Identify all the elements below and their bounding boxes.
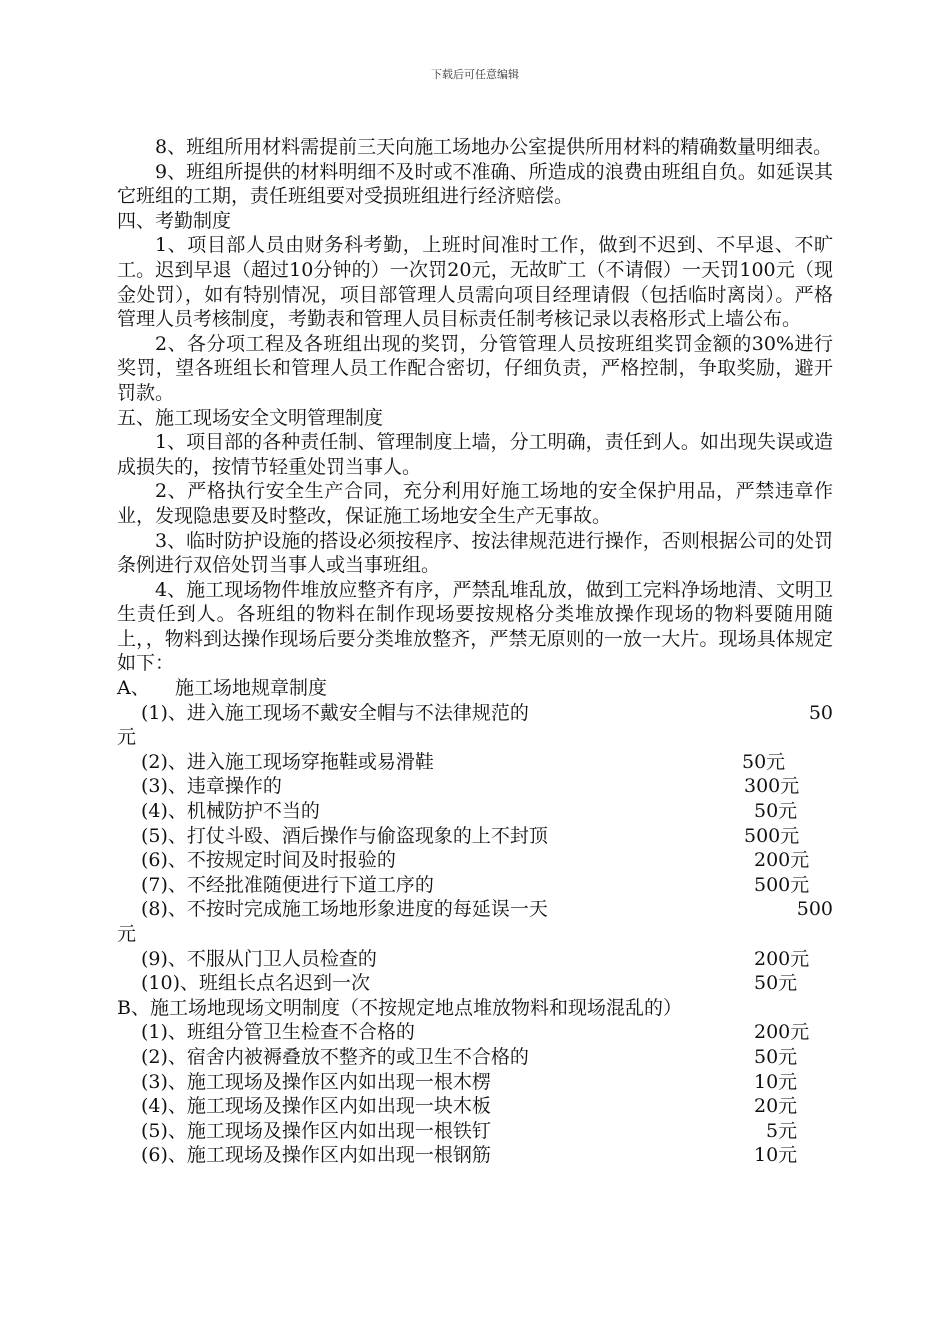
section-a-title [117,676,833,701]
fine-label: (5)、打仗斗殴、酒后操作与偷盗现象的上不封顶 [141,824,548,847]
fine-amount: 10元 [754,1070,798,1093]
fine-amount: 200元 [754,1021,810,1044]
fine-amount: 10元 [754,1144,798,1167]
fine-amount: 50元 [754,1045,798,1068]
fine-label: (3)、违章操作的 [141,775,282,798]
fine-item [117,897,833,946]
section-b-title: B、施工场地现场文明制度（不按规定地点堆放物料和现场混乱的） [117,996,682,1019]
section-5-paragraph-4: 4、施工现场物件堆放应整齐有序，严禁乱堆乱放，做到工完料净场地清、文明卫生责任到人。各班组的物料在制作现场要按规格分类堆放操作现场的物料要随用随上，，物料到达操作现场后要分类堆放整齐，严禁无原则的一放一大片。现场具体规定如下： [117,578,833,675]
fine-amount: 5元 [766,1119,798,1142]
fine-unit: 元 [117,923,137,945]
fine-amount: 200元 [754,849,810,872]
fine-unit: 元 [117,726,137,749]
fine-amount: 500 [796,898,833,921]
fine-label: (2)、宿舍内被褥叠放不整齐的或卫生不合格的 [141,1045,529,1068]
paragraph-8: 8、班组所用材料需提前三天向施工场地办公室提供所用材料的精确数量明细表。 [155,136,833,158]
fine-label: (8)、不按时完成施工场地形象进度的每延误一天 [141,898,548,921]
fine-label: (1)、进入施工现场不戴安全帽与不法律规范的 [141,701,529,724]
fine-label: (4)、施工现场及操作区内如出现一块木板 [141,1095,491,1118]
fine-label: (2)、进入施工现场穿拖鞋或易滑鞋 [141,750,434,773]
fine-amount: 500元 [744,824,800,847]
paragraph-9: 9、班组所提供的材料明细不及时或不准确、所造成的浪费由班组自负。如延误其它班组的工期，责任班组要对受损班组进行经济赔偿。 [117,160,833,208]
fine-item [117,1094,833,1119]
section-5-paragraph-2: 2、严格执行安全生产合同，充分利用好施工场地的安全保护用品，严禁违章作业，发现隐患要及时整改，保证施工场地安全生产无事故。 [117,480,833,527]
fine-item [117,799,833,824]
section-5-paragraph-1: 1、项目部的各种责任制、管理制度上墙，分工明确，责任到人。如出现失误或造成损失的，按情节轻重处罚当事人。 [117,431,833,478]
fine-amount: 50元 [754,972,798,995]
fine-item [117,824,833,849]
fine-amount: 50 [808,701,833,724]
fine-label: (6)、施工现场及操作区内如出现一根钢筋 [141,1144,491,1167]
fine-item [117,1119,833,1144]
fine-amount: 200元 [754,947,810,970]
section-a-letter: A、 [117,677,150,700]
document-body [117,135,833,1168]
fine-amount: 20元 [754,1095,798,1118]
section-a-title-text: 施工场地规章制度 [175,677,328,700]
fine-label: (1)、班组分管卫生检查不合格的 [141,1021,415,1044]
fine-item [117,750,833,775]
fine-label: (9)、不服从门卫人员检查的 [141,947,377,970]
fine-label: (7)、不经批准随便进行下道工序的 [141,873,434,896]
fine-amount: 500元 [754,873,810,896]
fine-label: (3)、施工现场及操作区内如出现一根木楞 [141,1070,491,1093]
fine-item [117,1143,833,1168]
fine-label: (5)、施工现场及操作区内如出现一根铁钉 [141,1119,491,1142]
fine-item [117,1070,833,1095]
section-4-title: 四、考勤制度 [117,209,232,232]
fine-item [117,701,833,750]
fine-item [117,1020,833,1045]
fine-label: (4)、机械防护不当的 [141,800,320,823]
fine-amount: 300元 [744,775,800,798]
fine-label: (6)、不按规定时间及时报验的 [141,849,396,872]
fine-item [117,947,833,972]
section-5-paragraph-3: 3、临时防护设施的搭设必须按程序、按法律规范进行操作，否则根据公司的处罚条例进行双倍处罚当事人或当事班组。 [117,529,833,577]
section-5-title: 五、施工现场安全文明管理制度 [117,406,384,429]
fine-amount: 50元 [754,800,798,823]
fine-item [117,1045,833,1070]
fine-item [117,848,833,873]
fine-amount: 50元 [742,750,786,773]
fine-item [117,774,833,799]
fine-item [117,971,833,996]
page-header-note: 下载后可任意编辑 [431,68,519,81]
section-4-paragraph-1: 1、项目部人员由财务科考勤，上班时间准时工作，做到不迟到、不早退、不旷工。迟到早退（超过10分钟的）一次罚20元，无故旷工（不请假）一天罚100元（现金处罚），如有特别情况，项目部管理人员需向项目经理请假（包括临时离岗）。严格管理人员考核制度，考勤表和管理人员目标责任制考核记录以表格形式上墙公布。 [117,234,833,331]
fine-label: (10)、班组长点名迟到一次 [141,972,371,995]
section-4-paragraph-2: 2、各分项工程及各班组出现的奖罚，分管管理人员按班组奖罚金额的30%进行奖罚，望各班组长和管理人员工作配合密切，仔细负责，严格控制，争取奖励，避开罚款。 [117,332,833,404]
fine-item [117,873,833,898]
